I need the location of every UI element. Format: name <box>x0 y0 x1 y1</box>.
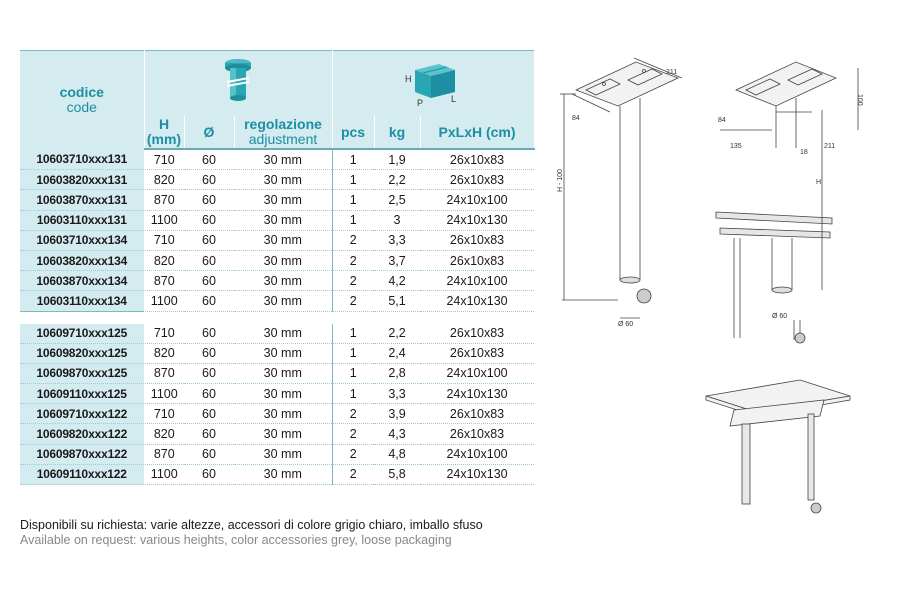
table-row <box>20 291 534 311</box>
table-row <box>20 404 534 424</box>
box-icon-cell <box>332 51 534 117</box>
dims-cell: 26x10x83 <box>420 149 534 170</box>
kg-header: kg <box>374 116 420 149</box>
d2-dim-135: 135 <box>730 143 742 150</box>
table-row <box>20 149 534 170</box>
group2-rows <box>20 324 534 485</box>
height-header-unit: (mm) <box>146 131 182 147</box>
diameter-cell: 60 <box>184 363 234 383</box>
pcs-cell: 1 <box>332 170 374 190</box>
dims-cell: 24x10x130 <box>420 384 534 404</box>
kg-cell: 4,3 <box>374 424 420 444</box>
height-header <box>144 116 184 149</box>
code-cell: 10609110xxx122 <box>20 464 144 484</box>
kg-cell: 3,7 <box>374 250 420 270</box>
kg-cell: 2,4 <box>374 343 420 363</box>
adjustment-cell: 30 mm <box>234 230 332 250</box>
diameter-cell: 60 <box>184 149 234 170</box>
dims-cell: 26x10x83 <box>420 343 534 363</box>
adjustment-cell: 30 mm <box>234 464 332 484</box>
table-row <box>20 324 534 344</box>
d2-dim-211: 211 <box>824 143 836 150</box>
diameter-cell: 60 <box>184 324 234 344</box>
diameter-cell: 60 <box>184 190 234 210</box>
code-cell: 10603710xxx134 <box>20 230 144 250</box>
pcs-cell: 2 <box>332 444 374 464</box>
adjustment-cell: 30 mm <box>234 424 332 444</box>
height-cell: 820 <box>144 250 184 270</box>
adjustment-cell: 30 mm <box>234 444 332 464</box>
diameter-cell: 60 <box>184 464 234 484</box>
code-cell: 10603110xxx131 <box>20 210 144 230</box>
height-cell: 870 <box>144 190 184 210</box>
height-cell: 1100 <box>144 210 184 230</box>
dims-cell: 24x10x130 <box>420 291 534 311</box>
diameter-cell: 60 <box>184 210 234 230</box>
code-cell: 10609870xxx122 <box>20 444 144 464</box>
table-row <box>20 424 534 444</box>
pcs-cell: 1 <box>332 210 374 230</box>
box-label-p: P <box>417 98 424 108</box>
pcs-cell: 2 <box>332 230 374 250</box>
adjustment-cell: 30 mm <box>234 210 332 230</box>
dims-cell: 26x10x83 <box>420 324 534 344</box>
pcs-cell: 2 <box>332 464 374 484</box>
table-row <box>20 343 534 363</box>
d2-dim-d: Ø 60 <box>772 313 788 320</box>
diameter-cell: 60 <box>184 424 234 444</box>
pcs-cell: 1 <box>332 343 374 363</box>
kg-cell: 4,2 <box>374 271 420 291</box>
kg-cell: 3,9 <box>374 404 420 424</box>
adjustment-cell: 30 mm <box>234 250 332 270</box>
code-header-en: code <box>66 99 97 115</box>
diameter-cell: 60 <box>184 250 234 270</box>
table-row <box>20 210 534 230</box>
pcs-header: pcs <box>332 116 374 149</box>
kg-cell: 5,1 <box>374 291 420 311</box>
diameter-cell: 60 <box>184 170 234 190</box>
kg-cell: 1,9 <box>374 149 420 170</box>
spec-table <box>20 50 535 485</box>
table-row <box>20 190 534 210</box>
code-cell: 10609820xxx122 <box>20 424 144 444</box>
table-row <box>20 271 534 291</box>
leg-icon-cell <box>144 51 332 117</box>
dims-cell: 24x10x130 <box>420 210 534 230</box>
pcs-cell: 1 <box>332 149 374 170</box>
pcs-cell: 1 <box>332 324 374 344</box>
diameter-cell: 60 <box>184 291 234 311</box>
code-cell: 10603110xxx134 <box>20 291 144 311</box>
height-cell: 1100 <box>144 291 184 311</box>
d1-dim-h: H - 100 <box>557 169 564 192</box>
diameter-header: Ø <box>184 116 234 149</box>
dims-header: PxLxH (cm) <box>420 116 534 149</box>
height-cell: 870 <box>144 444 184 464</box>
kg-cell: 3,3 <box>374 384 420 404</box>
group1-rows <box>20 149 534 311</box>
footnote-it: Disponibili su richiesta: varie altezze, accessori di colore grigio chiaro, imballo sfuso <box>20 518 483 532</box>
height-cell: 710 <box>144 324 184 344</box>
table-row <box>20 250 534 270</box>
code-cell: 10603870xxx131 <box>20 190 144 210</box>
footnote <box>20 518 483 548</box>
adjustment-cell: 30 mm <box>234 384 332 404</box>
adjustment-header-en: adjustment <box>248 131 318 147</box>
height-cell: 870 <box>144 271 184 291</box>
kg-cell: 3,3 <box>374 230 420 250</box>
height-header-label: H <box>158 116 170 132</box>
d2-dim-18: 18 <box>800 149 808 156</box>
d1-dim-211: 211 <box>666 69 678 76</box>
footnote-en: Available on request: various heights, color accessories grey, loose packaging <box>20 533 452 547</box>
pcs-cell: 2 <box>332 291 374 311</box>
code-cell: 10609820xxx125 <box>20 343 144 363</box>
diameter-cell: 60 <box>184 271 234 291</box>
leg-icon <box>218 56 258 108</box>
d2-dim-84: 84 <box>718 117 726 124</box>
height-cell: 1100 <box>144 464 184 484</box>
height-cell: 1100 <box>144 384 184 404</box>
adjustment-cell: 30 mm <box>234 170 332 190</box>
kg-cell: 4,8 <box>374 444 420 464</box>
d1-dim-d: Ø 60 <box>618 321 634 328</box>
table-row <box>20 464 534 484</box>
pcs-cell: 2 <box>332 424 374 444</box>
code-cell: 10609870xxx125 <box>20 363 144 383</box>
code-cell: 10609710xxx122 <box>20 404 144 424</box>
kg-cell: 2,8 <box>374 363 420 383</box>
leg-drawing-2 <box>712 50 890 350</box>
dims-cell: 24x10x100 <box>420 271 534 291</box>
kg-cell: 5,8 <box>374 464 420 484</box>
height-cell: 710 <box>144 404 184 424</box>
box-icon <box>393 56 473 108</box>
dims-cell: 24x10x100 <box>420 444 534 464</box>
kg-cell: 2,2 <box>374 170 420 190</box>
height-cell: 870 <box>144 363 184 383</box>
dims-cell: 26x10x83 <box>420 424 534 444</box>
adjustment-cell: 30 mm <box>234 190 332 210</box>
table-row <box>20 384 534 404</box>
dims-cell: 26x10x83 <box>420 230 534 250</box>
group-gap <box>20 311 534 324</box>
dims-cell: 26x10x83 <box>420 404 534 424</box>
adjustment-header <box>234 116 332 149</box>
dims-cell: 24x10x100 <box>420 363 534 383</box>
pcs-cell: 2 <box>332 271 374 291</box>
pcs-cell: 1 <box>332 363 374 383</box>
table-row <box>20 170 534 190</box>
d2-dim-h: H <box>816 179 822 186</box>
code-cell: 10603820xxx131 <box>20 170 144 190</box>
dims-cell: 26x10x83 <box>420 250 534 270</box>
adjustment-cell: 30 mm <box>234 149 332 170</box>
box-label-l: L <box>451 94 457 104</box>
code-cell: 10603710xxx131 <box>20 149 144 170</box>
adjustment-cell: 30 mm <box>234 363 332 383</box>
kg-cell: 2,5 <box>374 190 420 210</box>
code-header-it: codice <box>59 84 104 100</box>
diameter-cell: 60 <box>184 230 234 250</box>
table-row <box>20 230 534 250</box>
table-row <box>20 444 534 464</box>
adjustment-cell: 30 mm <box>234 324 332 344</box>
leg-drawing-1 <box>548 50 698 330</box>
diameter-cell: 60 <box>184 384 234 404</box>
pcs-cell: 1 <box>332 384 374 404</box>
height-cell: 820 <box>144 424 184 444</box>
height-cell: 820 <box>144 343 184 363</box>
kg-cell: 2,2 <box>374 324 420 344</box>
pcs-cell: 2 <box>332 404 374 424</box>
code-cell: 10609110xxx125 <box>20 384 144 404</box>
height-cell: 710 <box>144 149 184 170</box>
code-cell: 10603870xxx134 <box>20 271 144 291</box>
height-cell: 710 <box>144 230 184 250</box>
dims-cell: 26x10x83 <box>420 170 534 190</box>
table-drawing <box>700 372 860 522</box>
code-header <box>20 51 144 150</box>
dims-cell: 24x10x100 <box>420 190 534 210</box>
d2-dim-100: 100 <box>856 94 863 106</box>
height-cell: 820 <box>144 170 184 190</box>
diameter-cell: 60 <box>184 343 234 363</box>
box-label-h: H <box>405 74 412 84</box>
adjustment-cell: 30 mm <box>234 343 332 363</box>
dims-cell: 24x10x130 <box>420 464 534 484</box>
pcs-cell: 2 <box>332 250 374 270</box>
kg-cell: 3 <box>374 210 420 230</box>
pcs-cell: 1 <box>332 190 374 210</box>
adjustment-cell: 30 mm <box>234 404 332 424</box>
adjustment-cell: 30 mm <box>234 271 332 291</box>
code-cell: 10603820xxx134 <box>20 250 144 270</box>
adjustment-cell: 30 mm <box>234 291 332 311</box>
table-row <box>20 363 534 383</box>
diameter-cell: 60 <box>184 444 234 464</box>
code-cell: 10609710xxx125 <box>20 324 144 344</box>
d1-dim-84: 84 <box>572 115 580 122</box>
adjustment-header-it: regolazione <box>244 116 322 132</box>
diameter-cell: 60 <box>184 404 234 424</box>
